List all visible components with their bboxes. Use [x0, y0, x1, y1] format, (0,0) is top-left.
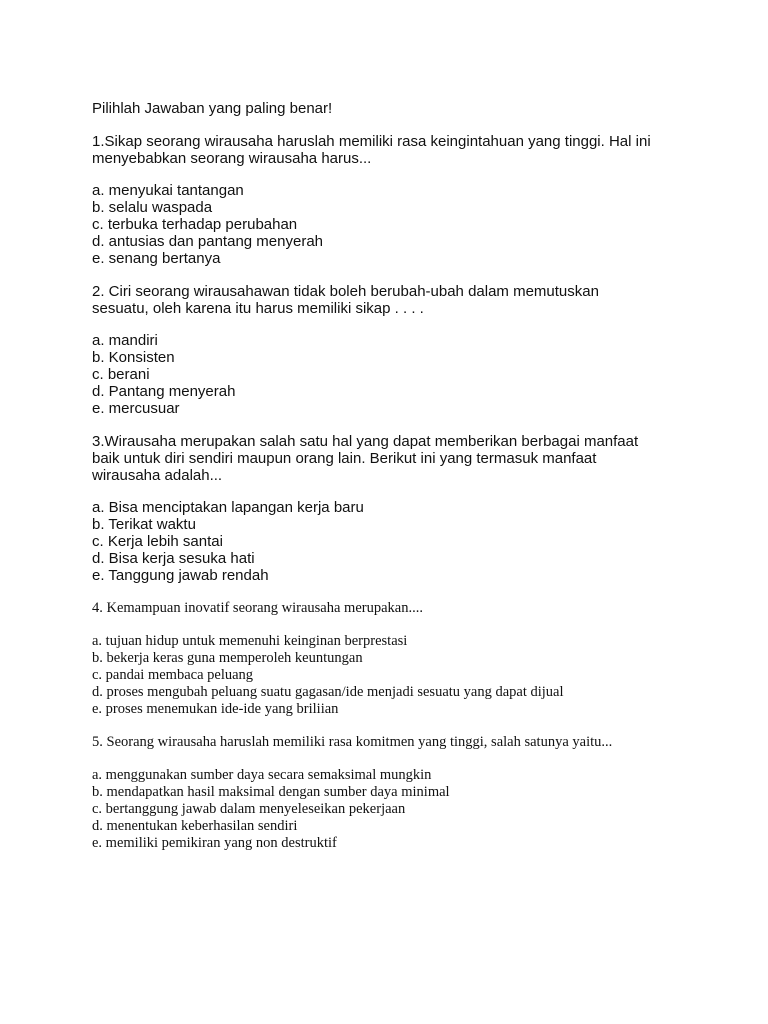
question-1-option-e: e. senang bertanya — [92, 250, 221, 267]
question-4-option-c: c. pandai membaca peluang — [92, 667, 254, 683]
question-4-option-e: e. proses menemukan ide-ide yang briliian — [92, 701, 339, 717]
question-1-option-d: d. antusias dan pantang menyerah — [92, 233, 323, 250]
question-4-stem: 4. Kemampuan inovatif seorang wirausaha merupakan.... — [92, 600, 423, 616]
question-5-option-b: b. mendapatkan hasil maksimal dengan sumber daya minimal — [92, 784, 450, 800]
question-2-option-e: e. mercusuar — [92, 400, 180, 417]
question-2-option-a: a. mandiri — [92, 332, 158, 349]
question-5 — [92, 734, 732, 852]
question-3-option-a: a. Bisa menciptakan lapangan kerja baru — [92, 499, 364, 516]
question-5-stem: 5. Seorang wirausaha haruslah memiliki rasa komitmen yang tinggi, salah satunya yaitu... — [92, 734, 613, 750]
question-5-option-c: c. bertanggung jawab dalam menyeleseikan pekerjaan — [92, 801, 406, 817]
question-3-option-d: d. Bisa kerja sesuka hati — [92, 550, 255, 567]
question-2-option-d: d. Pantang menyerah — [92, 383, 236, 400]
question-4 — [92, 600, 732, 718]
document-page — [92, 100, 732, 868]
question-5-option-a: a. menggunakan sumber daya secara semaksimal mungkin — [92, 767, 432, 783]
question-4-option-b: b. bekerja keras guna memperoleh keuntungan — [92, 650, 363, 666]
question-1-stem: 1.Sikap seorang wirausaha haruslah memiliki rasa keingintahuan yang tinggi. Hal ini menyebabkan seorang wirausaha harus... — [92, 133, 651, 167]
question-4-option-a: a. tujuan hidup untuk memenuhi keinginan berprestasi — [92, 633, 408, 649]
question-3-stem: 3.Wirausaha merupakan salah satu hal yang dapat memberikan berbagai manfaat baik untuk diri sendiri maupun orang lain. Berikut ini yang termasuk manfaat wirausaha adalah... — [92, 433, 639, 484]
question-5-option-e: e. memiliki pemikiran yang non destruktif — [92, 835, 337, 851]
question-2 — [92, 283, 732, 417]
question-1-option-b: b. selalu waspada — [92, 199, 213, 216]
question-2-stem: 2. Ciri seorang wirausahawan tidak boleh berubah-ubah dalam memutuskan sesuatu, oleh karena itu harus memiliki sikap . . . . — [92, 283, 599, 317]
question-3-option-e: e. Tanggung jawab rendah — [92, 567, 269, 584]
question-4-option-d: d. proses mengubah peluang suatu gagasan/ide menjadi sesuatu yang dapat dijual — [92, 684, 564, 700]
question-1-option-c: c. terbuka terhadap perubahan — [92, 216, 298, 233]
question-3-option-c: c. Kerja lebih santai — [92, 533, 223, 550]
question-3 — [92, 433, 732, 584]
question-3-option-b: b. Terikat waktu — [92, 516, 196, 533]
page-instruction: Pilihlah Jawaban yang paling benar! — [92, 100, 333, 117]
question-1 — [92, 133, 732, 267]
question-2-option-c: c. berani — [92, 366, 150, 383]
question-2-option-b: b. Konsisten — [92, 349, 175, 366]
question-5-option-d: d. menentukan keberhasilan sendiri — [92, 818, 298, 834]
question-1-option-a: a. menyukai tantangan — [92, 182, 244, 199]
